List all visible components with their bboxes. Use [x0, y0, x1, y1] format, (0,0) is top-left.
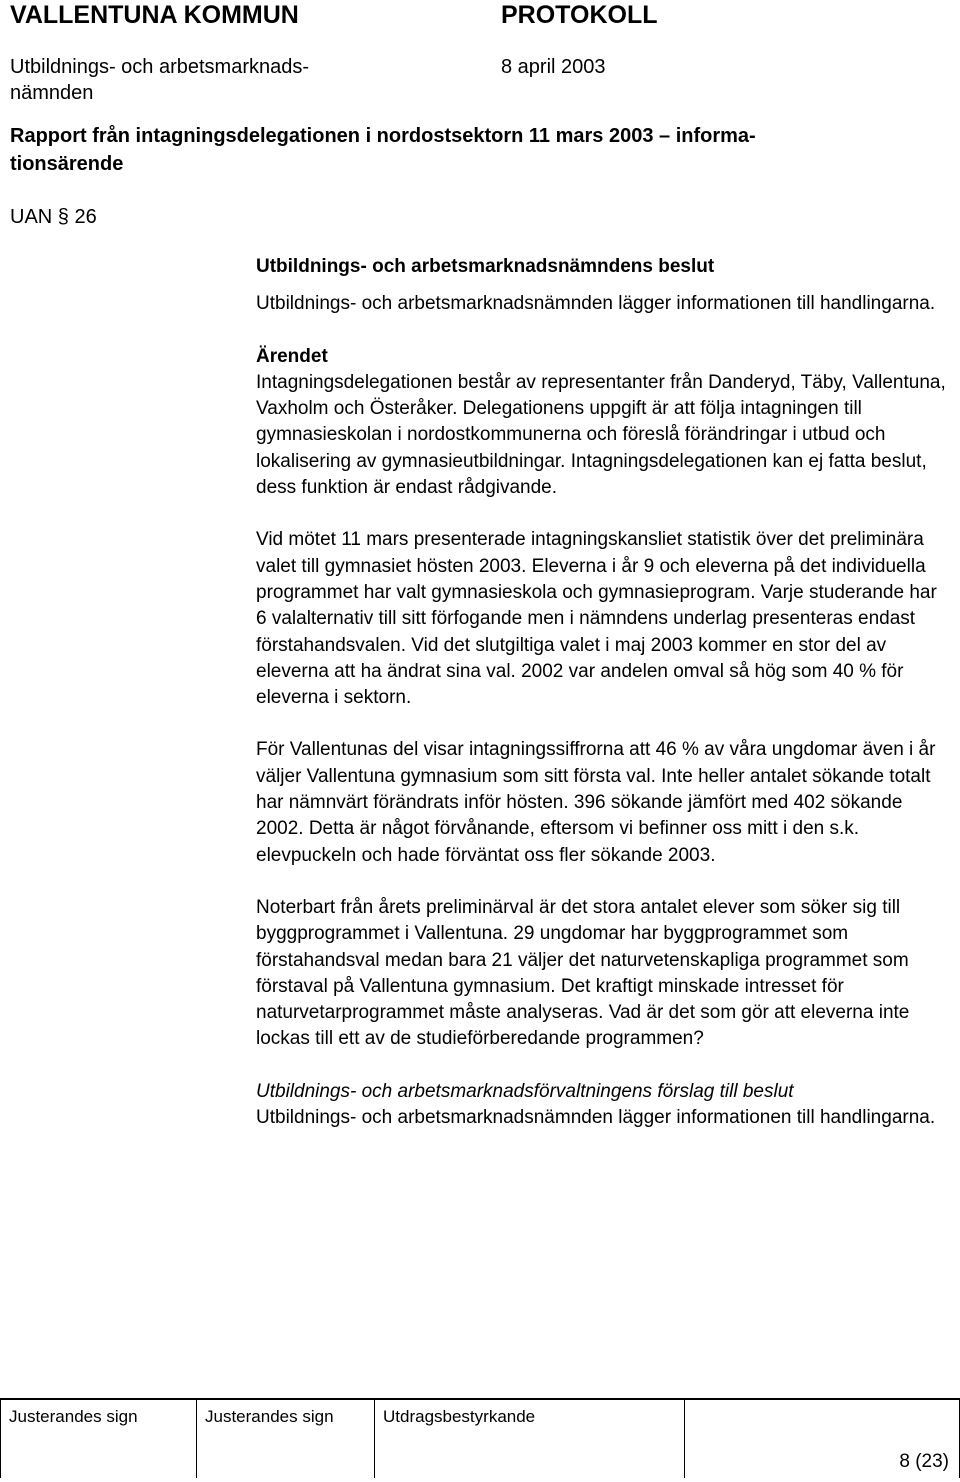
signature-label-1: Justerandes sign [9, 1407, 138, 1426]
document-title-line2: tionsärende [10, 153, 124, 175]
signature-label-2: Justerandes sign [205, 1407, 334, 1426]
signature-box-2 [196, 1400, 374, 1478]
page-number-box [684, 1400, 960, 1478]
extract-certification-label: Utdragsbestyrkande [383, 1407, 536, 1426]
page-number: 8 (23) [899, 1451, 949, 1472]
paragraph-3: För Vallentunas del visar intagningssiffrorna att 46 % av våra ungdomar även i år väljer Vallentuna gymnasium som sitt första val. Inte heller antalet sökande totalt har nämnvärt förändrats inför hösten. 396 sökande jämfört med 402 sökande 2002. Detta är något förvånande, eftersom vi befinner oss mitt i den s.k. elevpuckeln och hade förväntat oss fler sökande 2003. [256, 739, 936, 866]
decision-heading: Utbildnings- och arbetsmarknadsnämndens beslut [256, 256, 715, 277]
proposal-heading: Utbildnings- och arbetsmarknadsförvaltningens förslag till beslut [256, 1080, 794, 1102]
paragraph-4: Noterbart från årets preliminärval är det stora antalet elever som söker sig till byggprogrammet i Vallentuna. 29 ungdomar har byggprogrammet som förstahandsval medan bara 21 väljer det naturvetenskapliga programmet som förstaval på Vallentuna gymnasium. Det kraftigt minskade intresset för naturvetarprogrammet måste analyseras. Vad är det som gör att eleverna inte lockas till ett av de studieförberedande programmen? [256, 896, 910, 1050]
document-type: PROTOKOLL [501, 1, 658, 29]
document-body [256, 254, 946, 1131]
signature-footer [0, 1398, 960, 1480]
document-title-line1: Rapport från intagningsdelegationen i nordostsektorn 11 mars 2003 – informa- [10, 125, 756, 147]
organization-name: VALLENTUNA KOMMUN [10, 1, 299, 29]
decision-text: Utbildnings- och arbetsmarknadsnämnden lägger informationen till handlingarna. [256, 293, 936, 315]
signature-box-1 [0, 1400, 196, 1478]
committee-name-line2: nämnden [10, 82, 94, 104]
matter-heading: Ärendet [256, 345, 328, 367]
paragraph-2: Vid mötet 11 mars presenterade intagningskansliet statistik över det preliminära valet till gymnasiet hösten 2003. Eleverna i år 9 och eleverna på det individuella programmet har valt gymnasieskola och gymnasieprogram. Varje studerande har 6 valalternativ till sitt förfogande men i nämndens underlag presenteras endast förstahandsvalen. Vid det slutgiltiga valet i maj 2003 kommer en stor del av eleverna att ha ändrat sina val. 2002 var andelen omval så hög som 40 % för eleverna i sektorn. [256, 529, 937, 709]
paragraph-1: Intagningsdelegationen består av representanter från Danderyd, Täby, Vallentuna, Vaxholm och Österåker. Delegationens uppgift är att följa intagningen till gymnasieskolan i nordostkommunerna och föreslå förändringar i utbud och lokalisering av gymnasieutbildningar. Intagningsdelegationen kan ej fatta beslut, dess funktion är endast rådgivande. [256, 371, 946, 499]
committee-name-line1: Utbildnings- och arbetsmarknads- [10, 56, 310, 78]
document-title [10, 122, 940, 178]
proposal-text: Utbildnings- och arbetsmarknadsnämnden lägger informationen till handlingarna. [256, 1107, 936, 1129]
section-reference: UAN § 26 [10, 206, 97, 228]
committee-name [10, 54, 390, 106]
meeting-date: 8 april 2003 [501, 56, 606, 78]
extract-certification-box [374, 1400, 684, 1478]
